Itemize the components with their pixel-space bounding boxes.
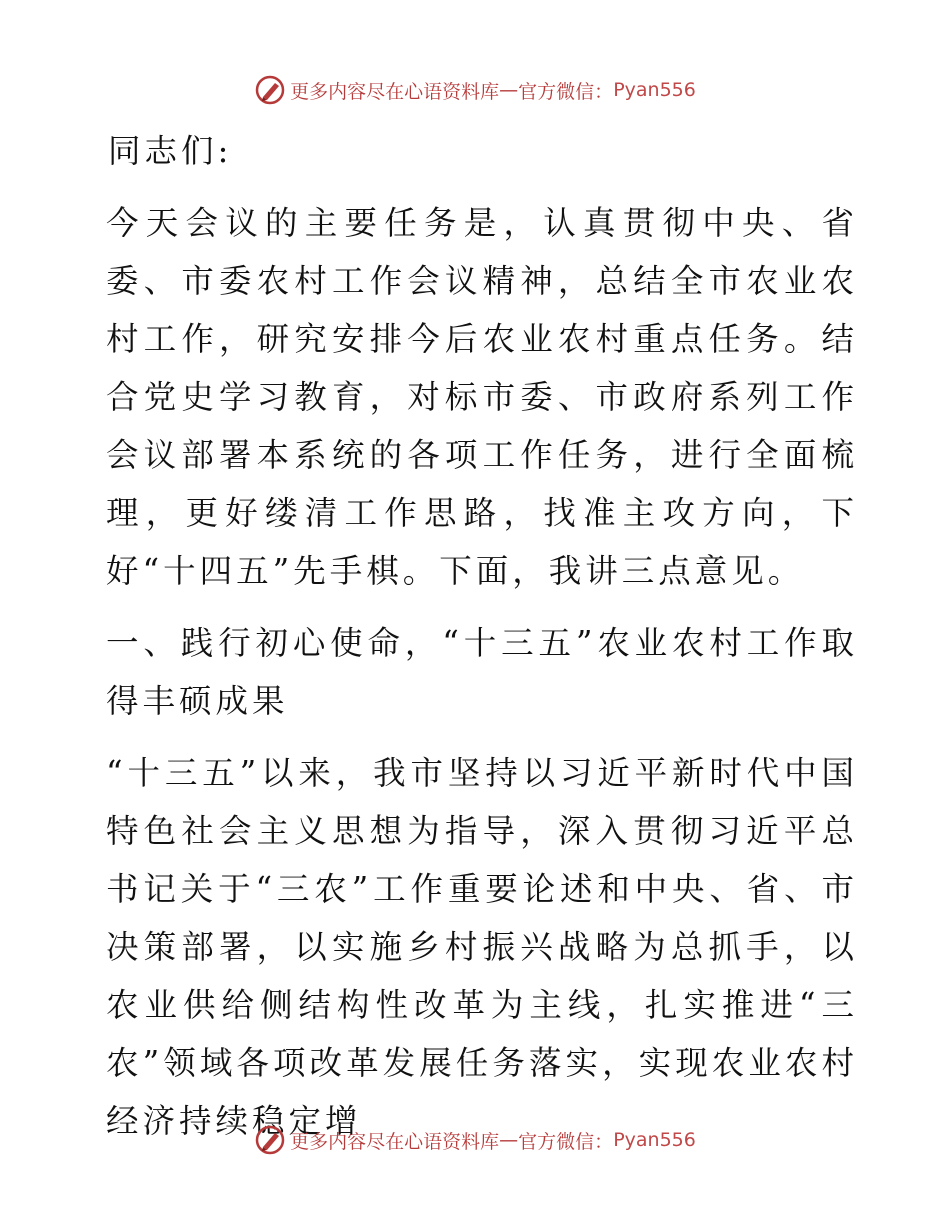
pen-logo-icon — [254, 1124, 286, 1156]
watermark-dash: — — [499, 1129, 519, 1151]
watermark-banner-bottom — [0, 1120, 950, 1160]
pen-logo-icon — [254, 74, 286, 106]
watermark-wechat-label: 官方微信： — [518, 1130, 614, 1153]
watermark-dash: — — [499, 79, 519, 101]
salutation: 同志们: — [108, 132, 233, 170]
paragraph-section-1: “十三五”以来，我市坚持以习近平新时代中国特色社会主义思想为指导，深入贯彻习近平总书记关于“三农”工作重要论述和中央、省、市决策部署，以实施乡村振兴战略为总抓手，以农业供给侧结构性改革为主线，扎实推进“三农”领域各项改革发展任务落实，实现农业农村经济持续稳定增 — [106, 754, 858, 1140]
watermark-banner-top — [0, 70, 950, 110]
document-body — [98, 122, 858, 1164]
watermark-wechat-label: 官方微信： — [518, 80, 614, 103]
section-heading-1: 一、践行初心使命，“十三五”农业农村工作取得丰硕成果 — [106, 624, 858, 720]
watermark-brand-text: 更多内容尽在心语资料库 — [290, 1130, 500, 1153]
paragraph-intro: 今天会议的主要任务是，认真贯彻中央、省委、市委农村工作会议精神，总结全市农业农村工作，研究安排今后农业农村重点任务。结合党史学习教育，对标市委、市政府系列工作会议部署本系统的各项工作任务，进行全面梳理，更好缕清工作思路，找准主攻方向，下好“十四五”先手棋。下面，我讲三点意见。 — [106, 204, 858, 590]
watermark-brand-text: 更多内容尽在心语资料库 — [290, 80, 500, 103]
watermark-wechat-id: Pyan556 — [613, 79, 696, 101]
watermark-wechat-id: Pyan556 — [613, 1129, 696, 1151]
